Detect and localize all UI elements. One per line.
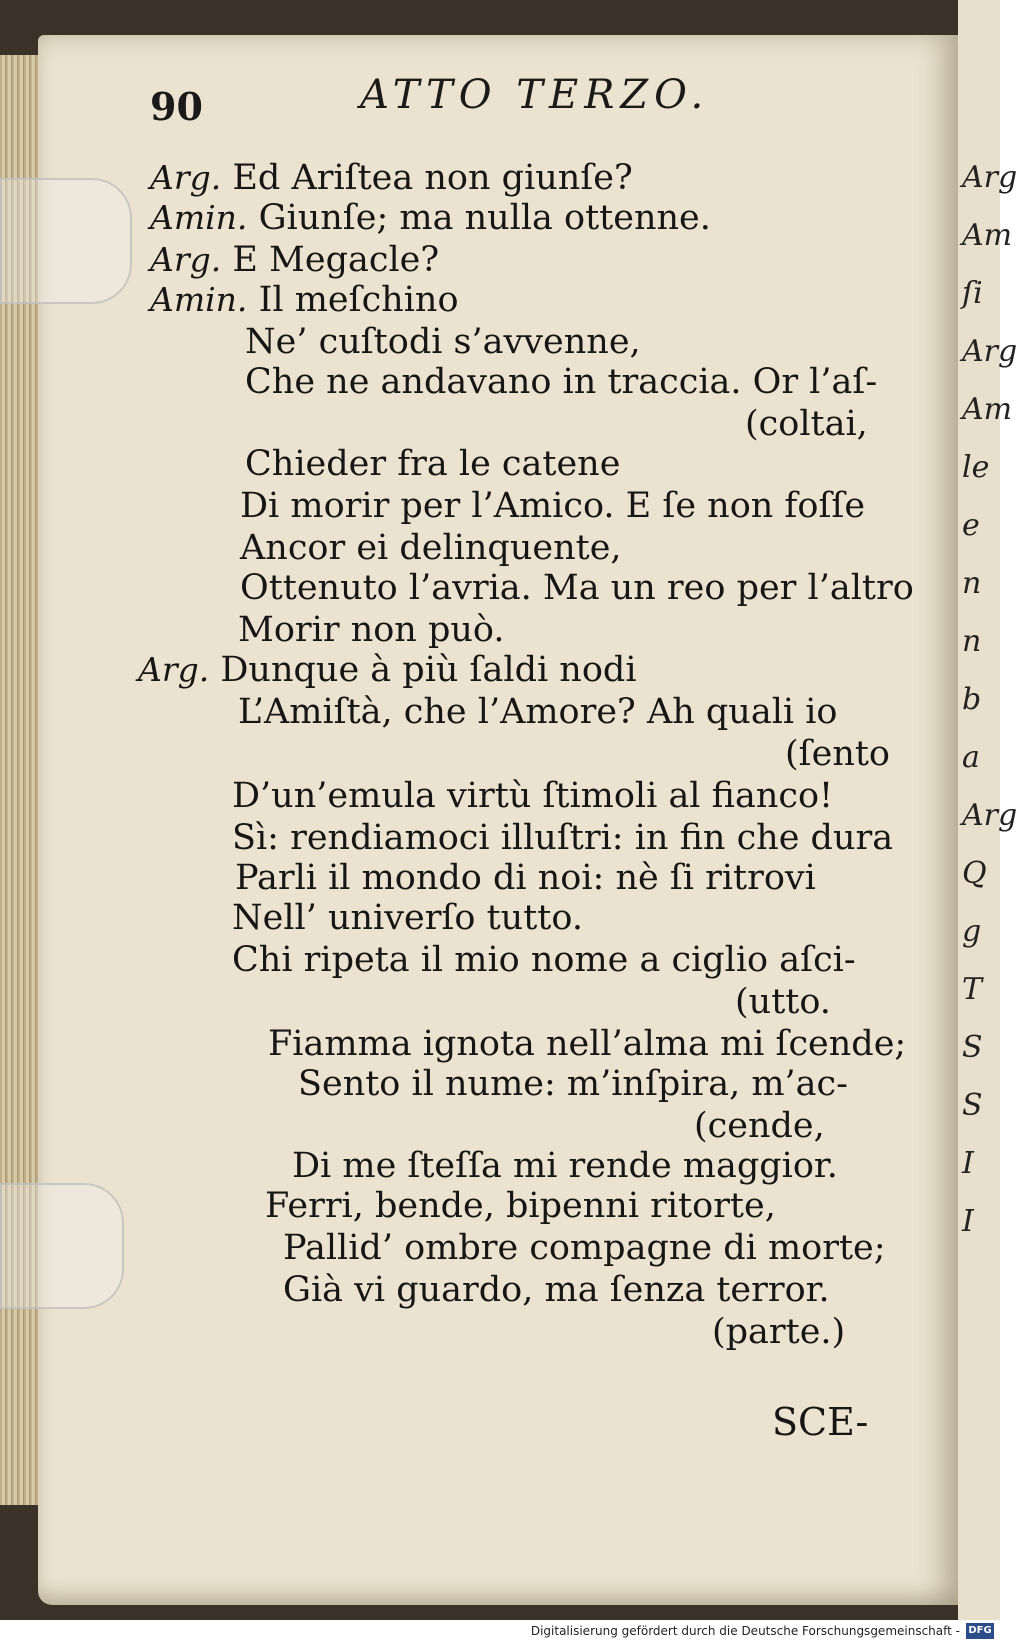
text-line — [283, 1228, 886, 1268]
text-line — [694, 1106, 825, 1146]
speaker-label: Arg. — [150, 240, 222, 279]
text-line — [150, 158, 633, 198]
speaker-label: Amin. — [150, 280, 248, 319]
verse-text: (ſento — [785, 734, 890, 774]
verse-text: Sì: rendiamoci illuſtri: in fin che dura — [232, 818, 894, 858]
text-line — [150, 280, 459, 320]
facing-page-fragment: Arg — [962, 334, 1017, 369]
verse-text: (cende, — [694, 1106, 825, 1146]
text-line — [785, 734, 890, 774]
facing-page-fragment: le — [962, 450, 990, 485]
page-number: 90 — [150, 84, 203, 129]
text-line — [712, 1312, 845, 1352]
facing-page-fragment: e — [962, 508, 980, 543]
verse-text: Chi ripeta il mio nome a ciglio aſci- — [232, 940, 856, 980]
facing-page-fragment: n — [962, 624, 982, 659]
verse-text: (coltai, — [745, 404, 868, 444]
verse-text: D’un’emula virtù ſtimoli al fianco! — [232, 776, 834, 816]
text-line — [292, 1146, 838, 1186]
facing-page-fragment: b — [962, 682, 982, 717]
verse-text: Che ne andavano in traccia. Or l’aſ- — [245, 362, 878, 402]
footer-credit: Digitalisierung gefördert durch die Deutsche Forschungsgemeinschaft - — [530, 1624, 960, 1638]
text-line — [245, 322, 641, 362]
text-line — [235, 858, 816, 898]
speaker-label: Arg. — [150, 158, 222, 197]
text-line — [150, 198, 711, 238]
verse-text: Già vi guardo, ma ſenza terror. — [283, 1270, 830, 1310]
verse-text: Ancor ei delinquente, — [240, 528, 622, 568]
facing-page-fragment: a — [962, 740, 980, 775]
page-clip-bottom — [0, 1183, 124, 1309]
catchword: SCE- — [772, 1400, 869, 1444]
verse-text: Giunſe; ma nulla ottenne. — [258, 198, 711, 238]
verse-text: Fiamma ignota nell’alma mi ſcende; — [268, 1024, 907, 1064]
facing-page-fragment: g — [962, 914, 982, 949]
text-line — [283, 1270, 830, 1310]
verse-text: (parte.) — [712, 1312, 846, 1352]
facing-page-fragment: S — [962, 1088, 983, 1123]
text-line — [240, 528, 622, 568]
facing-page-fragment: n — [962, 566, 982, 601]
facing-page-fragment: ſi — [962, 276, 983, 311]
verse-text: Di morir per l’Amico. E ſe non foſſe — [240, 486, 866, 526]
text-line — [232, 818, 893, 858]
text-line — [232, 940, 856, 980]
facing-page-fragment: I — [962, 1204, 974, 1239]
facing-page-fragment: Am — [962, 218, 1013, 253]
verse-text: Il meſchino — [258, 280, 459, 320]
page-header — [150, 72, 910, 132]
facing-page-fragment: S — [962, 1030, 983, 1065]
footer-bar — [0, 1620, 1000, 1644]
verse-text: Ottenuto l’avria. Ma un reo per l’altro — [240, 568, 914, 608]
verse-text: Morir non può. — [238, 610, 505, 650]
page-clip-top — [0, 178, 132, 304]
verse-text: Di me ſteſſa mi rende maggior. — [292, 1146, 838, 1186]
verse-text: Sento il nume: m’inſpira, m’ac- — [298, 1064, 848, 1104]
dfg-logo: DFG — [966, 1623, 994, 1639]
text-line — [232, 776, 833, 816]
text-line — [240, 568, 914, 608]
verse-text: L’Amiſtà, che l’Amore? Ah quali io — [238, 692, 838, 732]
verse-text: Nell’ univerſo tutto. — [232, 898, 583, 938]
verse-text: (utto. — [735, 982, 831, 1022]
facing-page-fragment: Am — [962, 392, 1013, 427]
text-line — [298, 1064, 848, 1104]
speaker-label: Arg. — [138, 650, 210, 689]
verse-text: Ne’ cuſtodi s’avvenne, — [245, 322, 641, 362]
verse-text: Dunque à più ſaldi nodi — [220, 650, 637, 690]
running-head: ATTO TERZO. — [360, 72, 710, 118]
facing-page-fragment: Q — [962, 856, 987, 891]
facing-page-fragment: Arg — [962, 798, 1017, 833]
text-line — [138, 650, 637, 690]
facing-page-fragment: Arg — [962, 160, 1017, 195]
facing-page-fragments — [962, 160, 1017, 1262]
text-line — [268, 1024, 906, 1064]
text-line — [245, 444, 620, 484]
verse-text: Pallid’ ombre compagne di morte; — [283, 1228, 886, 1268]
text-line — [245, 362, 877, 402]
facing-page-fragment: T — [962, 972, 983, 1007]
verse-text: Chieder fra le catene — [245, 444, 621, 484]
verse-text: Ed Ariſtea non giunſe? — [232, 158, 633, 198]
verse-text: E Megacle? — [232, 240, 440, 280]
verse-text: Parli il mondo di noi: nè ſi ritrovi — [235, 858, 816, 898]
text-line — [150, 240, 439, 280]
text-line — [265, 1186, 776, 1226]
facing-page-fragment: I — [962, 1146, 974, 1181]
text-line — [745, 404, 868, 444]
text-line — [238, 692, 837, 732]
text-line — [240, 486, 865, 526]
text-line — [232, 898, 583, 938]
speaker-label: Amin. — [150, 198, 248, 237]
text-line — [238, 610, 505, 650]
verse-text: Ferri, bende, bipenni ritorte, — [265, 1186, 776, 1226]
text-line — [735, 982, 831, 1022]
